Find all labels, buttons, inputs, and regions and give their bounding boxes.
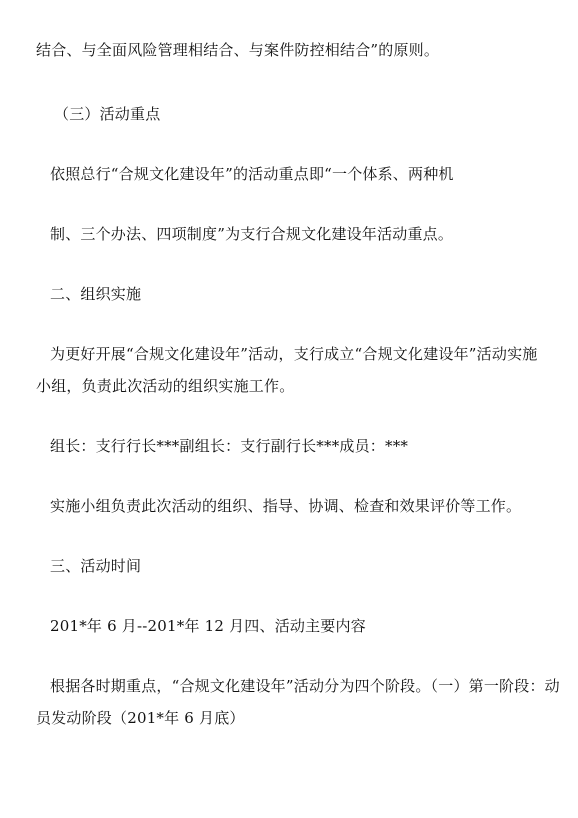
section-heading-activity-time: 三、活动时间 — [50, 557, 142, 575]
paragraph-line-7: 根据各时期重点，“合规文化建设年”活动分为四个阶段。（一）第一阶段：动 — [50, 677, 560, 695]
paragraph-line-3: 制、三个办法、四项制度”为支行合规文化建设年活动重点。 — [50, 225, 454, 243]
team-roles-line: 组长：支行行长***副组长：支行副行长***成员：*** — [50, 437, 409, 455]
section-heading-organization: 二、组织实施 — [50, 285, 142, 303]
paragraph-line-8: 员发动阶段（201*年 6 月底） — [36, 709, 245, 727]
time-range-line: 201*年 6 月--201*年 12 月四、活动主要内容 — [50, 617, 366, 635]
paragraph-line-2: 依照总行“合规文化建设年”的活动重点即“一个体系、两种机 — [50, 165, 454, 183]
section-heading-activity-focus: （三）活动重点 — [54, 105, 161, 123]
paragraph-line-6: 实施小组负责此次活动的组织、指导、协调、检查和效果评价等工作。 — [50, 497, 522, 515]
paragraph-line-4: 为更好开展“合规文化建设年”活动，支行成立“合规文化建设年”活动实施 — [50, 345, 538, 363]
paragraph-line-5: 小组，负责此次活动的组织实施工作。 — [36, 377, 295, 395]
paragraph-line-1: 结合、与全面风险管理相结合、与案件防控相结合”的原则。 — [36, 41, 440, 59]
